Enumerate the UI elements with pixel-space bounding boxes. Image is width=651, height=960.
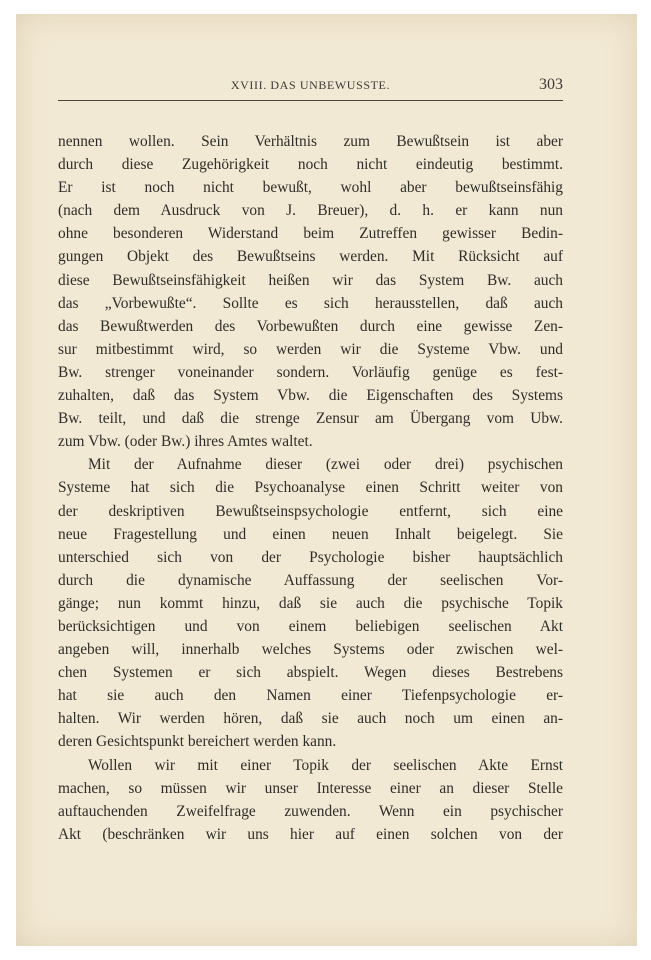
text-line: Akt (beschränken wir uns hier auf einen solchen von der: [58, 825, 563, 843]
text-line: sur mitbestimmt wird, so werden wir die Systeme Vbw. und: [58, 340, 563, 358]
running-head: [58, 78, 563, 98]
text-line: auftauchenden Zweifelfrage zuwenden. Wenn ein psychischer: [58, 802, 563, 820]
text-line: Er ist noch nicht bewußt, wohl aber bewußtseinsfähig: [58, 179, 563, 197]
body-text: [58, 130, 563, 846]
book-page: [16, 14, 637, 946]
text-line: deren Gesichtspunkt bereichert werden kann.: [58, 733, 337, 751]
text-line: das „Vorbewußte“. Sollte es sich herausstellen, daß auch: [58, 294, 563, 312]
text-line: neue Fragestellung und einen neuen Inhalt beigelegt. Sie: [58, 525, 563, 543]
text-line: Mit der Aufnahme dieser (zwei oder drei) psychischen: [88, 456, 563, 474]
text-line: zum Vbw. (oder Bw.) ihres Amtes waltet.: [58, 433, 313, 451]
text-line: berücksichtigen und von einem beliebigen seelischen Akt: [58, 617, 563, 635]
text-line: gungen Objekt des Bewußtseins werden. Mit Rücksicht auf: [58, 248, 563, 266]
chapter-title: XVIII. DAS UNBEWUSSTE.: [230, 78, 391, 92]
text-line: Bw. strenger voneinander sondern. Vorläufig genüge es fest-: [58, 363, 563, 381]
page-number: 303: [539, 76, 563, 93]
text-line: (nach dem Ausdruck von J. Breuer), d. h. er kann nun: [58, 202, 563, 220]
text-line: chen Systemen er sich abspielt. Wegen dieses Bestrebens: [58, 664, 563, 682]
text-line: der deskriptiven Bewußtseinspsychologie entfernt, sich eine: [58, 502, 563, 520]
text-line: durch die dynamische Auffassung der seelischen Vor-: [58, 571, 563, 589]
text-line: machen, so müssen wir unser Interesse einer an dieser Stelle: [58, 779, 563, 797]
text-line: angeben will, innerhalb welches Systems oder zwischen wel-: [58, 641, 563, 659]
text-line: halten. Wir werden hören, daß sie auch noch um einen an-: [58, 710, 563, 728]
text-line: Wollen wir mit einer Topik der seelischen Akte Ernst: [88, 756, 563, 774]
text-line: unterschied sich von der Psychologie bisher hauptsächlich: [58, 548, 563, 566]
text-line: das Bewußtwerden des Vorbewußten durch eine gewisse Zen-: [58, 317, 563, 335]
text-line: Bw. teilt, und daß die strenge Zensur am Übergang vom Ubw.: [58, 410, 563, 428]
text-line: hat sie auch den Namen einer Tiefenpsychologie er-: [58, 687, 563, 705]
text-line: Systeme hat sich die Psychoanalyse einen Schritt weiter von: [58, 479, 563, 497]
text-line: diese Bewußtseinsfähigkeit heißen wir das System Bw. auch: [58, 271, 563, 289]
text-line: zuhalten, daß das System Vbw. die Eigenschaften des Systems: [58, 387, 563, 405]
header-rule: [58, 100, 563, 101]
text-line: durch diese Zugehörigkeit noch nicht eindeutig bestimmt.: [58, 156, 563, 174]
text-line: ohne besonderen Widerstand beim Zutreffen gewisser Bedin-: [58, 225, 563, 243]
text-line: gänge; nun kommt hinzu, daß sie auch die psychische Topik: [58, 594, 563, 612]
text-line: nennen wollen. Sein Verhältnis zum Bewußtsein ist aber: [58, 133, 563, 150]
